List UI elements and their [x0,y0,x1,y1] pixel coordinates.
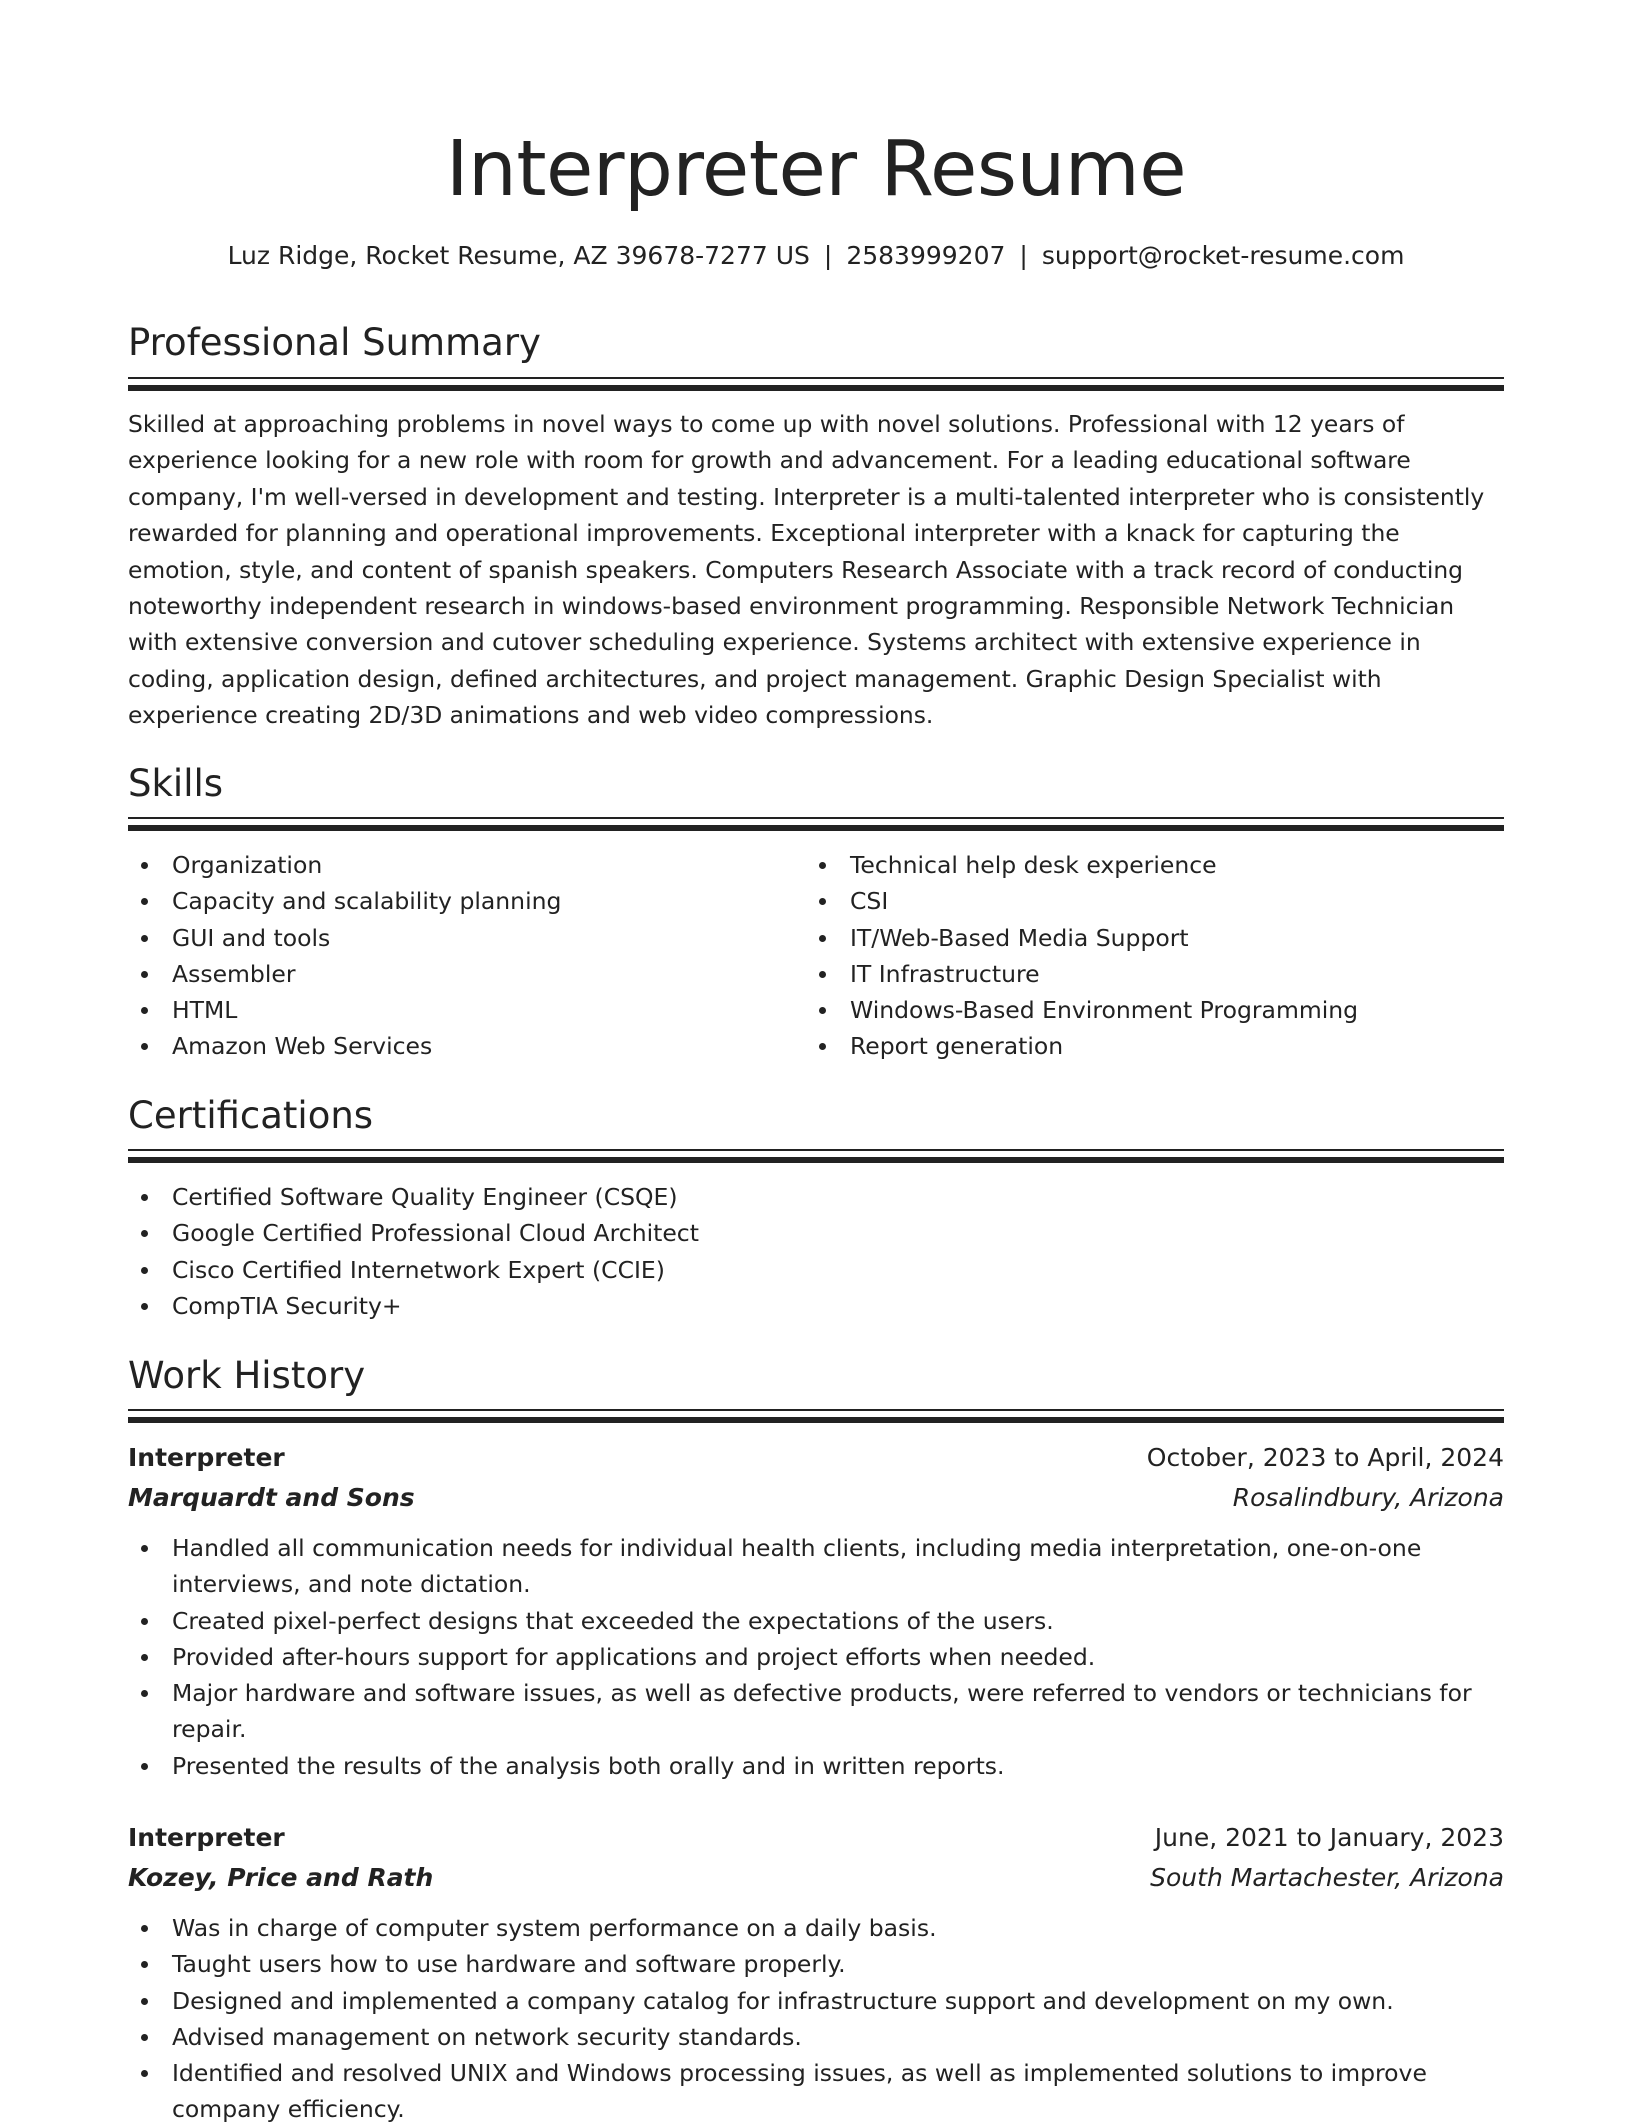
job-entry [128,1438,1504,1784]
list-item: Report generation [806,1028,1486,1064]
section-divider [128,825,1504,831]
list-item: Organization [128,847,808,883]
job-company-row [128,1478,1504,1518]
job-bullets [128,1530,1504,1784]
job-header-row [128,1438,1504,1478]
page-title: Interpreter Resume [445,125,1187,214]
list-item: HTML [128,992,808,1028]
job-dates: October, 2023 to April, 2024 [1146,1443,1504,1472]
list-item: Created pixel-perfect designs that exceeded the expectations of the users. [128,1603,1504,1639]
contact-address: Luz Ridge, Rocket Resume, AZ 39678-7277 US [227,241,810,270]
summary-text: Skilled at approaching problems in novel ways to come up with novel solutions. Professional with 12 years of experience looking for a new role with room for growth and advancement. For a leading educational software company, I'm well-versed in development and testing. Interpreter is a multi-talented interpreter who is consistently rewarded for planning and operational improvements. Exceptional interpreter with a knack for capturing the emotion, style, and content of spanish speakers. Computers Research Associate with a track record of conducting noteworthy independent research in windows-based environment programming. Responsible Network Technician with extensive conversion and cutover scheduling experience. Systems architect with extensive experience in coding, application design, defined architectures, and project management. Graphic Design Specialist with experience creating 2D/3D animations and web video compressions. [128,410,1485,730]
section-header-skills [128,759,1504,809]
list-item: Was in charge of computer system performance on a daily basis. [128,1910,1504,1946]
section-heading: Skills [128,762,224,805]
job-dates: June, 2021 to January, 2023 [1154,1823,1504,1852]
section-header-summary [128,318,1504,368]
certifications-list-wrap [128,1179,1504,1324]
list-item: Certified Software Quality Engineer (CSQE) [128,1179,1504,1215]
list-item: Google Certified Professional Cloud Architect [128,1215,1504,1251]
section-header-work-history [128,1351,1504,1401]
job-title: Interpreter [128,1823,285,1852]
job-header-row [128,1818,1504,1858]
section-divider [128,1149,1504,1151]
list-item: Identified and resolved UNIX and Windows processing issues, as well as implemented solutions to improve company efficiency. [128,2055,1504,2128]
contact-separator: | [823,241,833,270]
section-divider [128,1409,1504,1411]
job-location: Rosalindbury, Arizona [1232,1483,1504,1512]
list-item: CompTIA Security+ [128,1288,1504,1324]
list-item: Provided after-hours support for applications and project efforts when needed. [128,1639,1504,1675]
section-divider [128,385,1504,391]
list-item: Technical help desk experience [806,847,1486,883]
section-header-certifications [128,1091,1504,1141]
list-item: Handled all communication needs for individual health clients, including media interpretation, one-on-one interviews, and note dictation. [128,1530,1504,1603]
section-heading: Professional Summary [128,321,541,364]
section-heading: Certifications [128,1094,374,1137]
list-item: Capacity and scalability planning [128,883,808,919]
job-bullets [128,1910,1504,2128]
list-item: Taught users how to use hardware and software properly. [128,1946,1504,1982]
skills-list [128,847,808,1065]
list-item: CSI [806,883,1486,919]
job-company-row [128,1858,1504,1898]
list-item: Designed and implemented a company catalog for infrastructure support and development on my own. [128,1983,1504,2019]
contact-email: support@rocket-resume.com [1041,241,1405,270]
list-item: Presented the results of the analysis both orally and in written reports. [128,1748,1504,1784]
section-divider [128,1157,1504,1163]
list-item: Amazon Web Services [128,1028,808,1064]
contact-line [128,238,1504,274]
skills-column-right [806,847,1486,1065]
contact-phone: 2583999207 [846,241,1006,270]
section-divider [128,1417,1504,1423]
section-divider [128,817,1504,819]
job-location: South Martachester, Arizona [1150,1863,1504,1892]
section-heading: Work History [128,1354,366,1397]
certifications-list [128,1179,1504,1324]
list-item: Windows-Based Environment Programming [806,992,1486,1028]
job-title: Interpreter [128,1443,285,1472]
skills-list [806,847,1486,1065]
list-item: GUI and tools [128,920,808,956]
job-entry [128,1818,1504,2128]
contact-separator: | [1019,241,1028,270]
list-item: Cisco Certified Internetwork Expert (CCIE) [128,1252,1504,1288]
list-item: Assembler [128,956,808,992]
list-item: IT/Web-Based Media Support [806,920,1486,956]
skills-column-left [128,847,808,1065]
section-divider [128,377,1504,379]
job-company: Marquardt and Sons [128,1483,415,1512]
list-item: IT Infrastructure [806,956,1486,992]
job-company: Kozey, Price and Rath [128,1863,434,1892]
list-item: Advised management on network security standards. [128,2019,1504,2055]
list-item: Major hardware and software issues, as well as defective products, were referred to vendors or technicians for repair. [128,1675,1504,1748]
